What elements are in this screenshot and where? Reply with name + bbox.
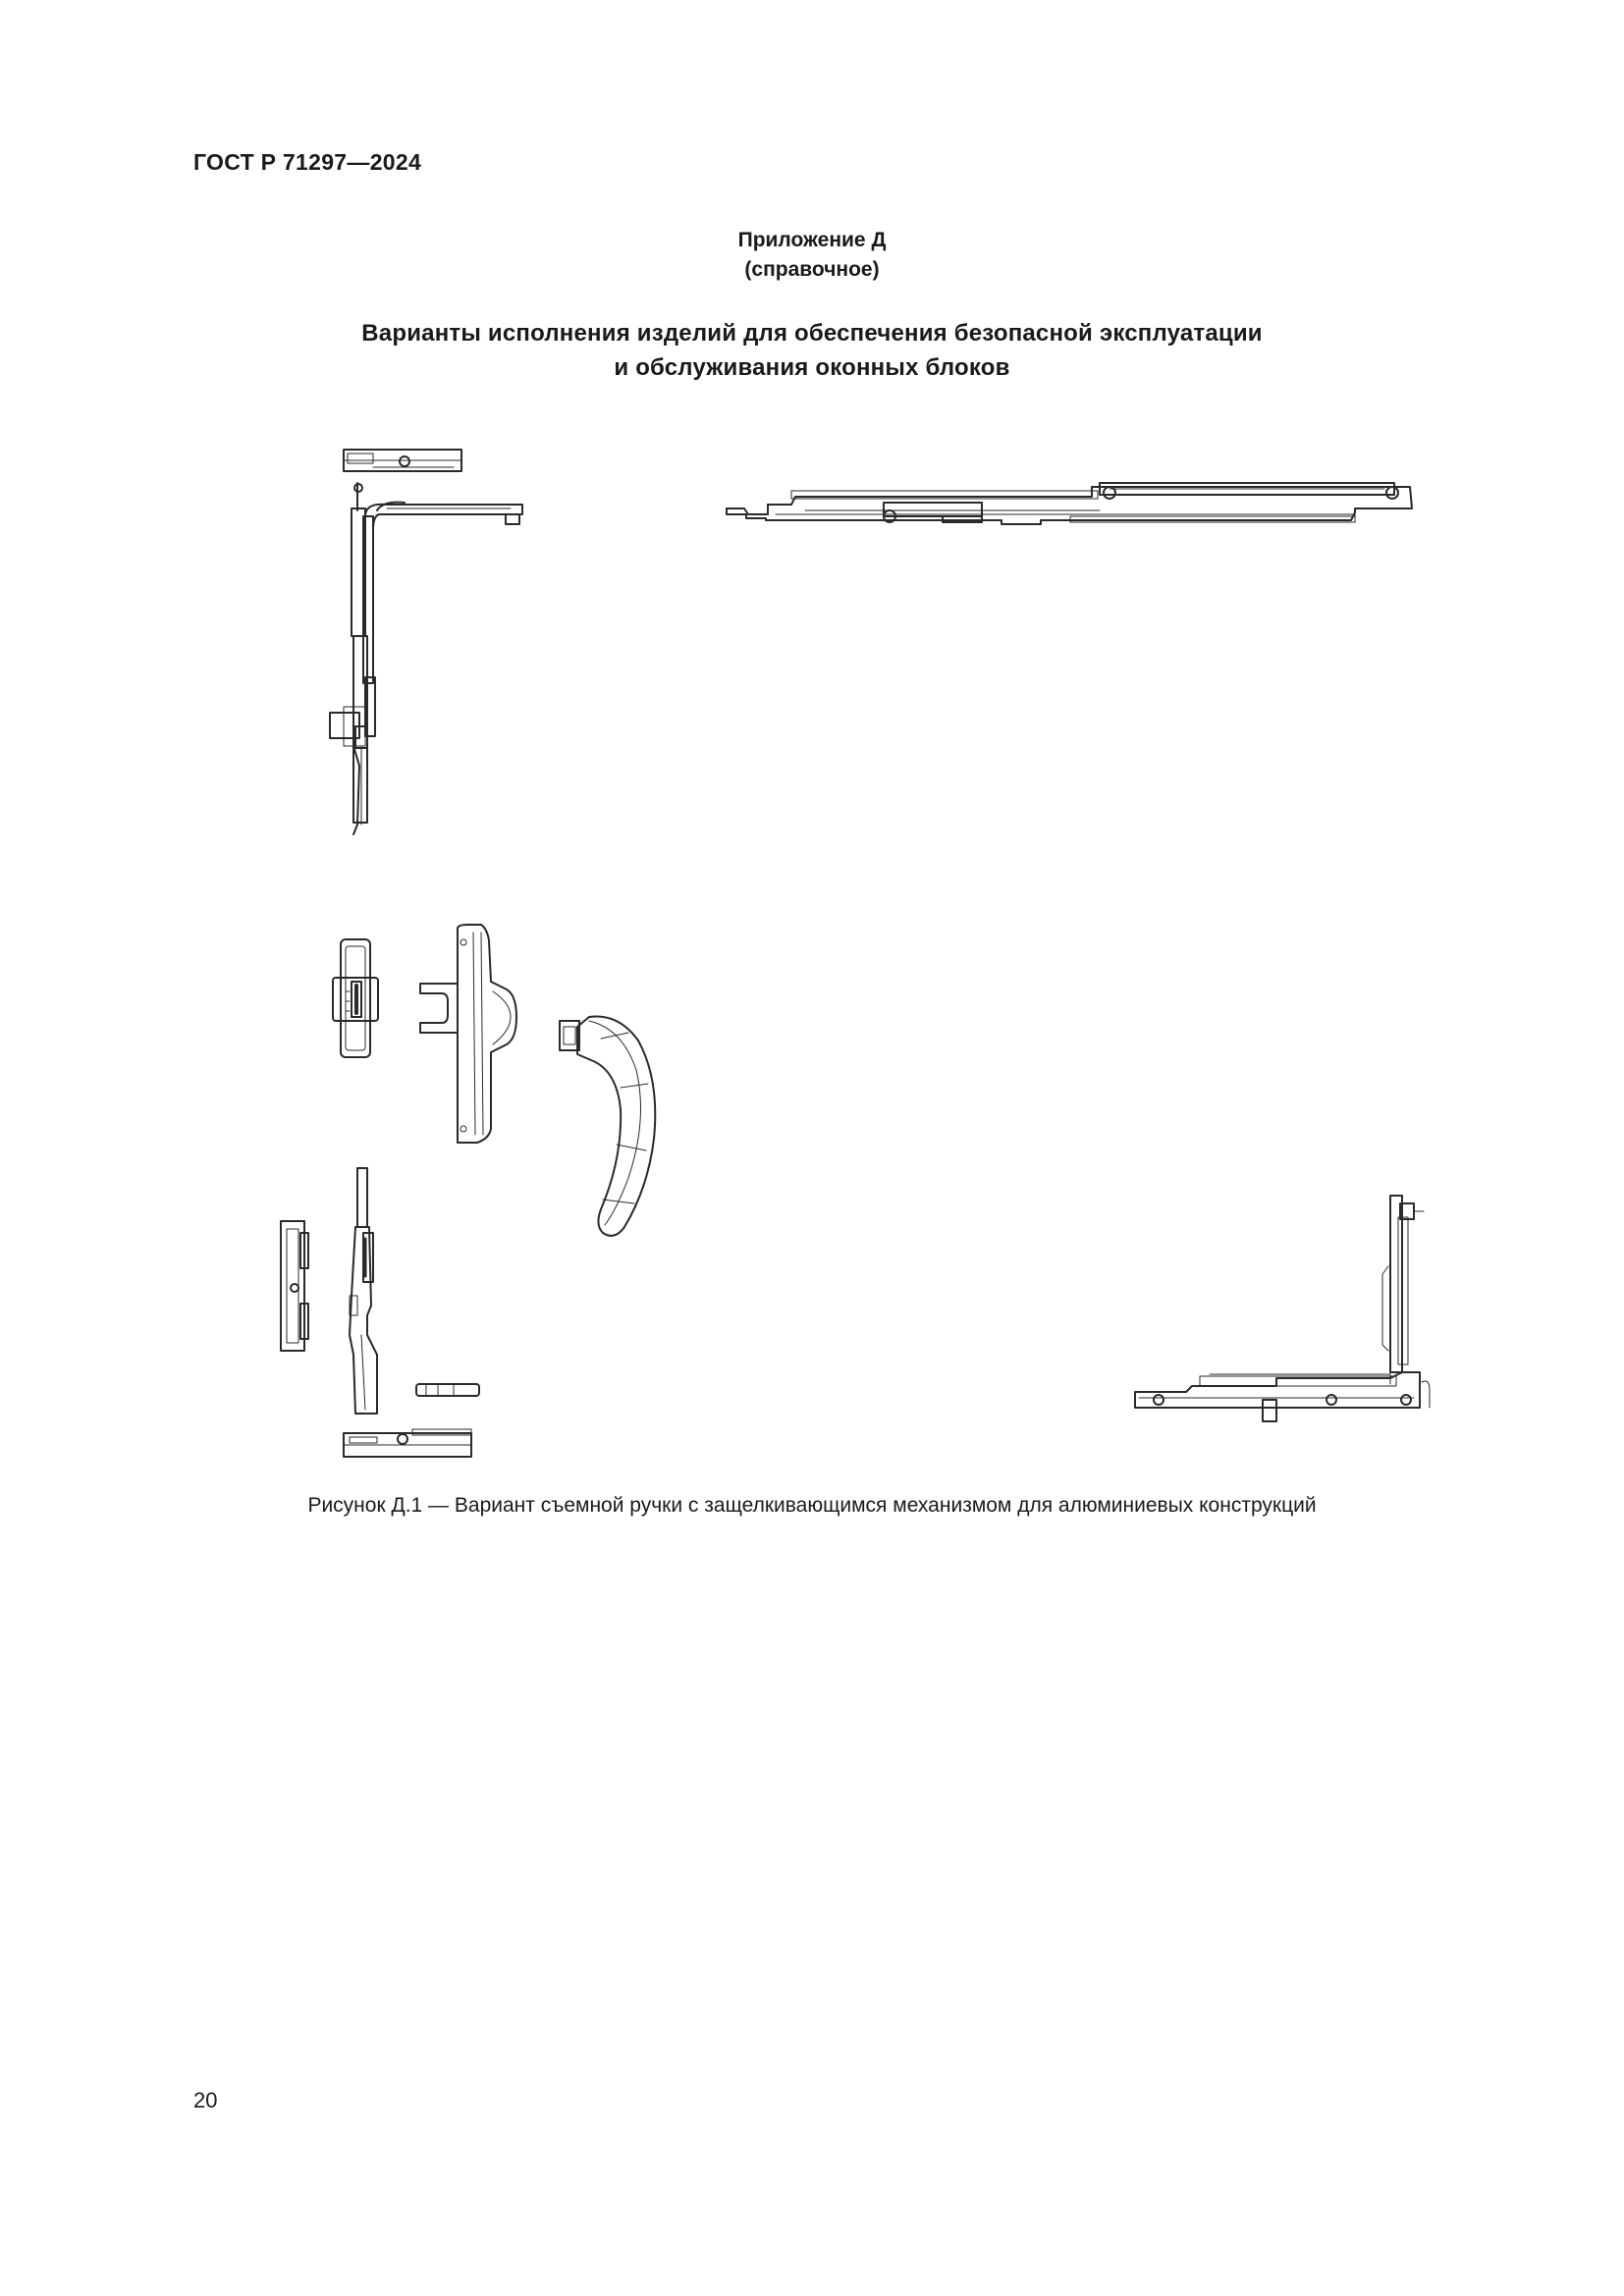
- small-pin: [416, 1384, 479, 1396]
- appendix-title-line-1: Варианты исполнения изделий для обеспечения безопасной эксплуатации: [361, 320, 1263, 347]
- handle-lever: [560, 1017, 655, 1236]
- corner-drive-lower: [1135, 1196, 1430, 1421]
- lower-drive-rod: [350, 1168, 377, 1414]
- appendix-kind: (справочное): [744, 258, 880, 281]
- lower-keeper: [281, 1221, 308, 1351]
- handle-base-plate: [333, 939, 378, 1057]
- appendix-title-line-2: и обслуживания оконных блоков: [614, 354, 1010, 381]
- page-number: 20: [193, 2088, 218, 2112]
- long-drive-rail: [727, 483, 1412, 524]
- handle-rosette: [420, 925, 516, 1143]
- standard-code: ГОСТ Р 71297—2024: [193, 149, 422, 175]
- bottom-bar-small: [344, 1429, 471, 1457]
- corner-drive-upper: [330, 483, 522, 834]
- figure-caption: Рисунок Д.1 — Вариант съемной ручки с защелкивающимся механизмом для алюминиевых конструкций: [307, 1494, 1317, 1517]
- appendix-label: Приложение Д: [737, 229, 887, 251]
- top-bar-small: [344, 450, 461, 471]
